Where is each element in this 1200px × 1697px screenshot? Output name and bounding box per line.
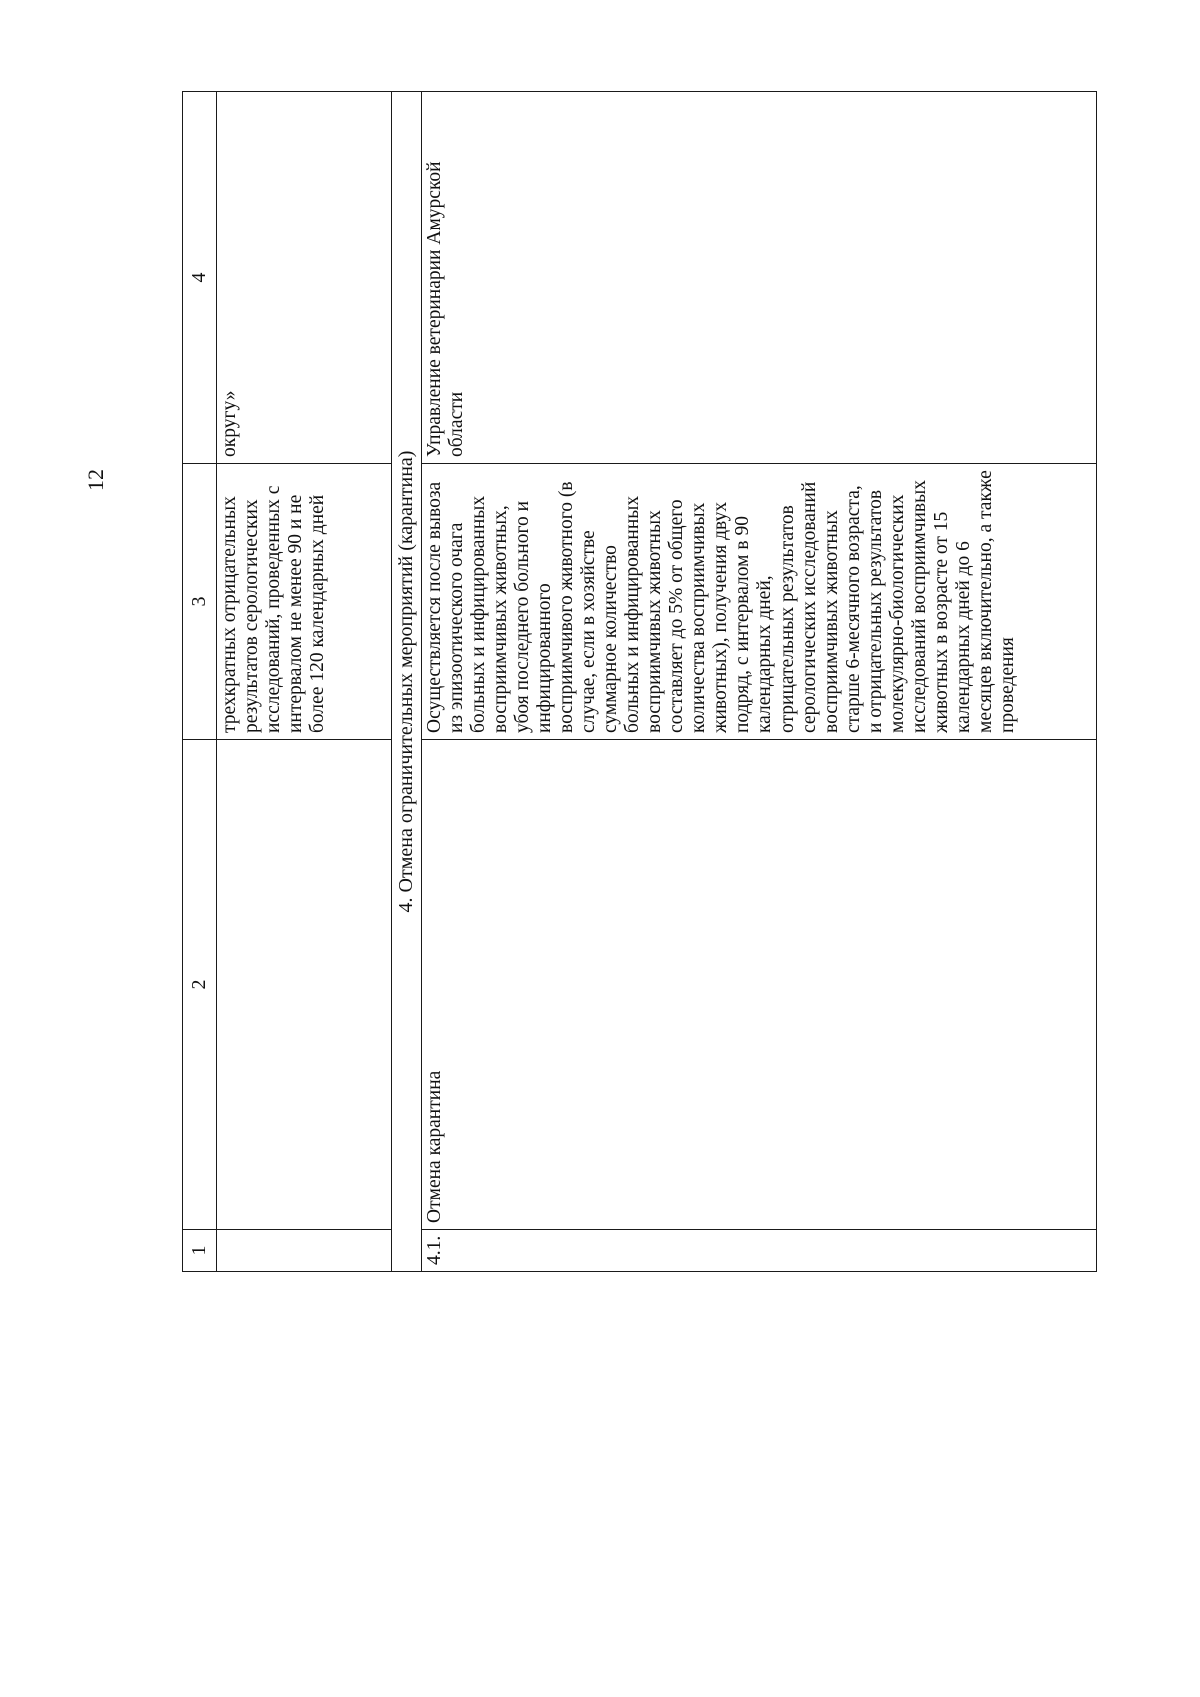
continuation-col-2 [217, 740, 392, 1230]
continuation-col-3: трехкратных отрицательных результатов серологических исследований, проведенных с интервалом не менее 90 и не более 120 календарных дней [217, 464, 392, 740]
continuation-col-4: округу» [217, 92, 392, 464]
table-row-4-1 [422, 92, 1097, 1272]
document-table [182, 91, 1097, 1272]
table-header-row [183, 92, 217, 1272]
row-4-1-number: 4.1. [422, 1230, 1097, 1272]
header-col-2: 2 [183, 740, 217, 1230]
row-4-1-description: Осуществляется после вывоза из эпизоотического очага больных и инфицированных восприимчивых животных, убоя последнего больного и инфицированного восприимчивого животного (в случае, если в хозяйстве суммарное количество больных и инфицированных восприимчивых животных составляет до 5% от общего количества восприимчивых животных), получения двух подряд, с интервалом в 90 календарных дней, отрицательных результатов серологических исследований восприимчивых животных старше 6-месячного возраста, и отрицательных результатов молекулярно-биологических исследований восприимчивых животных в возрасте от 15 календарных дней до 6 месяцев включительно, а также проведения [422, 464, 1097, 740]
section-title: 4. Отмена ограничительных мероприятий (карантина) [392, 92, 422, 1272]
continuation-col-1 [217, 1230, 392, 1272]
table-section-row [392, 92, 422, 1272]
table-row-continuation [217, 92, 392, 1272]
row-4-1-responsible: Управление ветеринарии Амурской области [422, 92, 1097, 464]
rotated-table-container [182, 92, 1097, 1272]
header-col-1: 1 [183, 1230, 217, 1272]
row-4-1-measure: Отмена карантина [422, 740, 1097, 1230]
page-number: 12 [83, 469, 108, 491]
header-col-3: 3 [183, 464, 217, 740]
header-col-4: 4 [183, 92, 217, 464]
